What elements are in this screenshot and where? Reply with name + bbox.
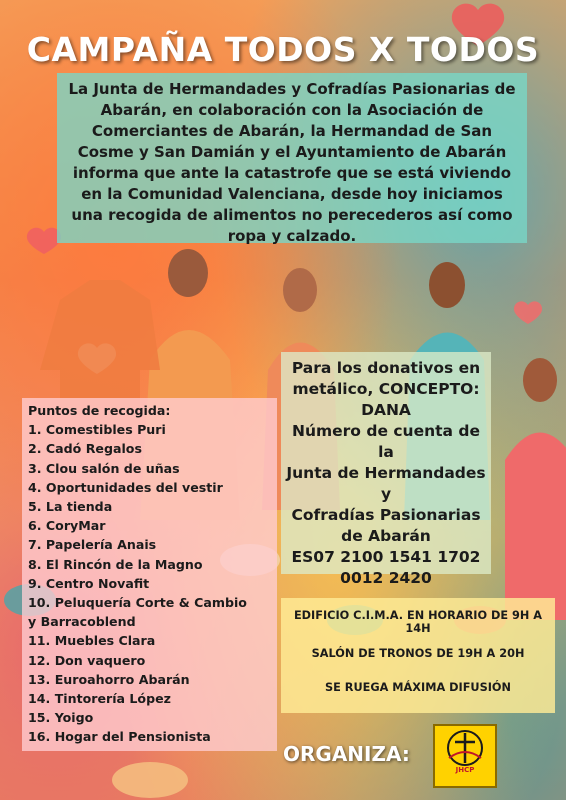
donation-info-box (281, 352, 491, 587)
organiza-label: ORGANIZA: (283, 742, 410, 766)
heart-icon (514, 301, 542, 324)
list-item: 12. Don vaquero (28, 652, 146, 668)
donation-line: Junta de Hermandades y (286, 464, 486, 503)
list-item: 15. Yoigo (28, 710, 94, 726)
logo-text: JHCP (455, 766, 475, 774)
logo-emblem (435, 728, 495, 768)
schedule-line-salon: SALÓN DE TRONOS DE 19H A 20H (311, 647, 525, 660)
schedule-line-cima: EDIFICIO C.I.M.A. EN HORARIO DE 9H A 14H (293, 609, 543, 635)
schedule-info-box (281, 598, 555, 713)
bank-account-number: 0012 2420 (340, 569, 432, 587)
list-item: 5. La tienda (28, 499, 113, 515)
donation-line: DANA (361, 401, 411, 419)
list-item: 6. CoryMar (28, 518, 106, 534)
donation-line: Número de cuenta de la (291, 422, 480, 461)
intro-text-box (57, 73, 527, 243)
list-item: y Barracoblend (28, 614, 136, 630)
list-item: 7. Papelería Anais (28, 537, 157, 553)
heart-icon (27, 228, 61, 254)
donation-line: de Abarán (341, 527, 431, 545)
list-item: 4. Oportunidades del vestir (28, 479, 223, 495)
campaign-title: CAMPAÑA TODOS X TODOS (26, 30, 540, 69)
collection-points-heading: Puntos de recogida: (28, 403, 171, 418)
list-item: 14. Tintorería López (28, 691, 171, 707)
list-item: 13. Euroahorro Abarán (28, 671, 190, 687)
list-item: 16. Hogar del Pensionista (28, 729, 211, 745)
donation-line: Para los donativos en (291, 359, 481, 377)
list-item: 1. Comestibles Puri (28, 422, 166, 438)
donation-line: Cofradías Pasionarias (291, 506, 481, 524)
list-item: 9. Centro Novafit (28, 575, 150, 591)
dissemination-note: SE RUEGA MÁXIMA DIFUSIÓN (324, 681, 511, 694)
list-item: 3. Clou salón de uñas (28, 460, 180, 476)
collection-points-box (22, 398, 277, 751)
intro-text: La Junta de Hermandades y Cofradías Pasionarias de Abarán, en colaboración con la Asociación de Comerciantes de Abarán, la Hermandad de San Cosme y San Damián y el Ayuntamiento de Abarán informa que ante la catastrofe que se está viviendo en la Comunidad Valenciana, desde hoy iniciamos una recogida de alimentos no perecederos así como ropa y calzado. (68, 80, 516, 245)
list-item: 10. Peluquería Corte & Cambio (28, 595, 247, 611)
list-item: 11. Muebles Clara (28, 633, 156, 649)
bank-account-number: ES07 2100 1541 1702 (291, 548, 481, 566)
jhcp-logo-icon (433, 724, 497, 788)
list-item: 8. El Rincón de la Magno (28, 556, 203, 572)
list-item: 2. Cadó Regalos (28, 441, 142, 457)
donation-line: metálico, CONCEPTO: (292, 380, 480, 398)
